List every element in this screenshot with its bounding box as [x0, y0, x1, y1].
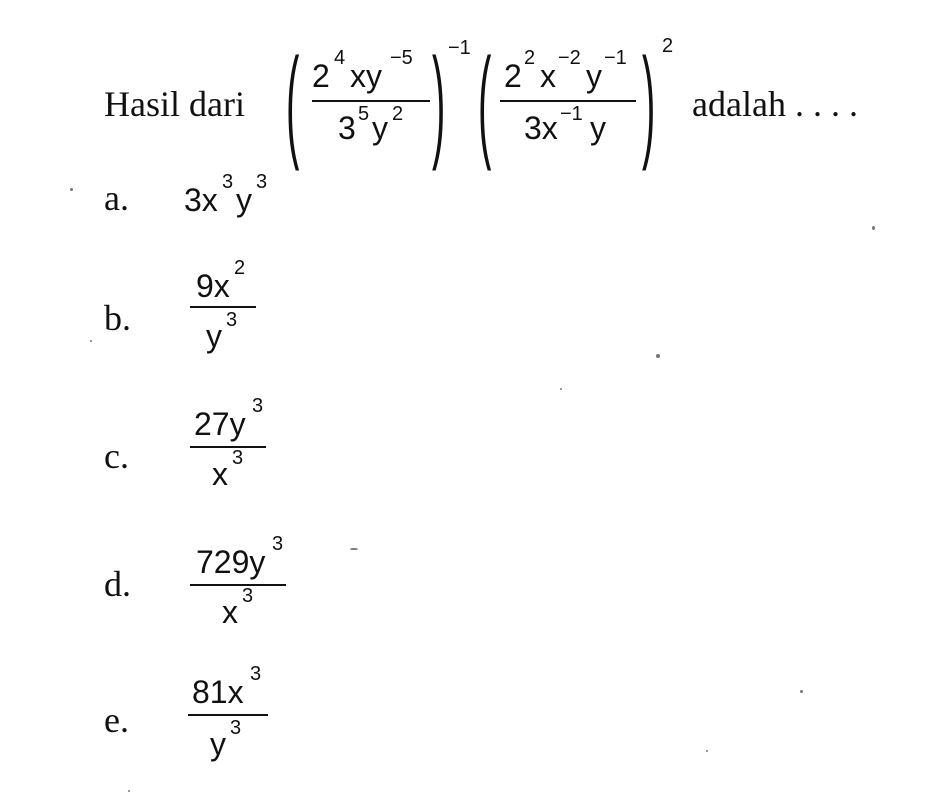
question-suffix: adalah . . . . — [692, 84, 858, 124]
first-num-vars-exp: −5 — [390, 47, 413, 69]
option-b-numerator-exp: 2 — [234, 257, 246, 279]
option-e-denominator: y — [210, 726, 226, 762]
option-d-denominator: x — [222, 594, 238, 630]
left-paren: ( — [286, 35, 300, 173]
second-den-prefix: 3x — [524, 110, 558, 146]
option-b-fraction-bar — [190, 306, 256, 308]
option-a-exp2: 3 — [256, 171, 268, 193]
scan-speck — [800, 690, 803, 693]
option-b-denominator-exp: 3 — [226, 309, 238, 331]
first-den-coef: 3 — [338, 110, 356, 146]
second-num-var1-exp: −2 — [558, 47, 581, 69]
second-num-var2-exp: −1 — [604, 47, 627, 69]
scan-speck — [350, 548, 358, 550]
option-c-denominator-exp: 3 — [232, 447, 244, 469]
option-a-exp1: 3 — [222, 171, 234, 193]
option-d-fraction-bar — [190, 584, 286, 586]
second-den-var: y — [590, 110, 606, 146]
right-paren: ) — [642, 35, 656, 173]
scan-speck — [656, 354, 660, 358]
option-a-term2: y — [236, 182, 252, 218]
option-d-numerator-exp: 3 — [272, 533, 284, 555]
scan-speck — [90, 340, 92, 342]
first-den-coef-exp: 5 — [358, 103, 370, 125]
second-den-prefix-exp: −1 — [560, 103, 583, 125]
right-paren: ) — [432, 35, 446, 173]
option-d-denominator-exp: 3 — [242, 585, 254, 607]
second-num-var1: x — [540, 58, 556, 94]
option-e-fraction-bar — [188, 714, 268, 716]
option-c-numerator-exp: 3 — [252, 395, 264, 417]
option-c-numerator: 27y — [194, 406, 246, 442]
scan-speck — [560, 388, 562, 390]
first-den-var: y — [372, 110, 388, 146]
option-label: b. — [104, 298, 131, 338]
second-num-var2: y — [586, 58, 602, 94]
first-num-coef: 2 — [312, 58, 330, 94]
option-e-numerator-exp: 3 — [250, 663, 262, 685]
option-c-fraction-bar — [190, 446, 266, 448]
option-d-numerator: 729y — [196, 544, 266, 580]
scan-speck — [872, 226, 875, 230]
left-paren: ( — [478, 35, 492, 173]
second-fraction-bar — [500, 100, 636, 102]
scan-speck — [70, 188, 73, 191]
option-b-numerator: 9x — [196, 268, 230, 304]
scan-speck — [128, 790, 130, 792]
scan-speck — [706, 750, 708, 752]
second-num-coef: 2 — [504, 58, 522, 94]
option-e-denominator-exp: 3 — [230, 717, 242, 739]
second-num-coef-exp: 2 — [524, 47, 536, 69]
first-den-var-exp: 2 — [392, 103, 404, 125]
option-a-term1: 3x — [184, 182, 218, 218]
first-fraction-bar — [312, 100, 430, 102]
second-outer-exp: 2 — [662, 35, 674, 57]
option-label: e. — [104, 700, 129, 740]
option-c-denominator: x — [212, 456, 228, 492]
option-label: a. — [104, 178, 129, 218]
option-label: d. — [104, 564, 131, 604]
option-label: c. — [104, 436, 129, 476]
first-num-coef-exp: 4 — [334, 47, 346, 69]
first-num-vars: xy — [350, 58, 382, 94]
first-outer-exp: −1 — [448, 37, 471, 59]
option-b-denominator: y — [206, 318, 222, 354]
option-e-numerator: 81x — [192, 674, 244, 710]
question-prefix: Hasil dari — [104, 84, 245, 124]
